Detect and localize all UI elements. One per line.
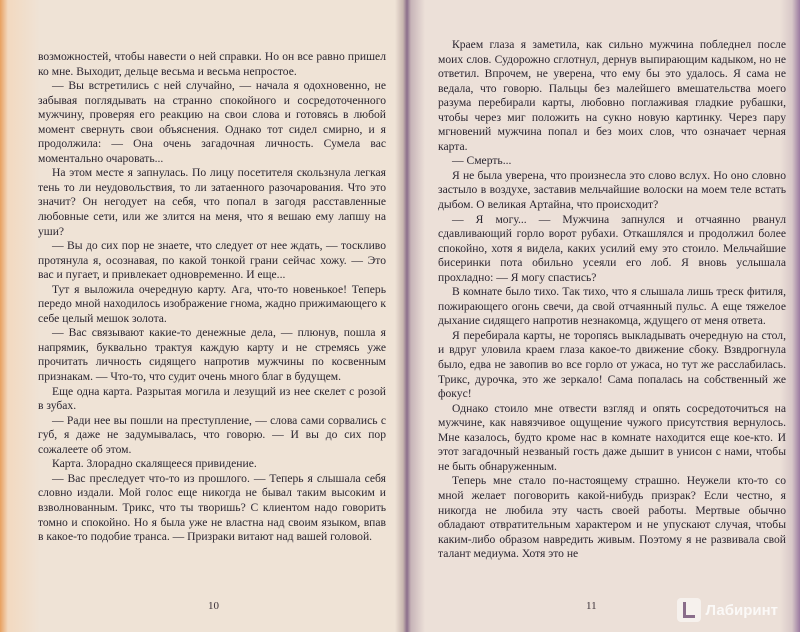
- paragraph: возможностей, чтобы навести о ней справки. Но он все равно пришел ко мне. Выходит, дельце весьма и весьма непростое.: [38, 50, 386, 78]
- paragraph: Краем глаза я заметила, как сильно мужчина побледнел после моих слов. Судорожно сглотнул, дернув выпирающим кадыком, но не ответил. Впрочем, не уверена, что ему бы это удалось. Я сама не ведала, что говорю. Пальцы без малейшего вмешательства моего разума перебирали карты, любовно поглаживая гладкие рубашки, чтобы через миг положить на сукно новую картинку. Через пару мгновений мужчина попал и без моих слов, что означает черная карта.: [438, 38, 786, 153]
- right-page-text: [438, 38, 786, 562]
- paragraph: В комнате было тихо. Так тихо, что я слышала лишь треск фитиля, пожирающего огонь свечи, да свой отчаянный пульс. А еще тяжелое дыхание сидящего напротив незнакомца, ждущего от меня ответа.: [438, 285, 786, 328]
- page-number-left: 10: [208, 600, 219, 612]
- paragraph: На этом месте я запнулась. По лицу посетителя скользнула легкая тень то ли неудовольствия, то ли затаенного разочарования. Что это значит? Он негодует на себя, что попал в загодя расставленные любовные сети, или же злится на меня, что я вешаю ему лапшу на уши?: [38, 166, 386, 238]
- paragraph: — Ради нее вы пошли на преступление, — слова сами сорвались с губ, я даже не задумывалась, что говорю. — И вы до сих пор сожалеете об этом.: [38, 413, 386, 456]
- paragraph: — Вас связывают какие-то денежные дела, — плюнув, пошла я напрямик, буквально трактуя каждую карту и не стремясь уже прочитать личность сидящего напротив мужчины по косвенным признакам. — Что-то, что судит очень много благ в будущем.: [38, 326, 386, 384]
- page-number-right: 11: [586, 600, 597, 612]
- paragraph: Тут я выложила очередную карту. Ага, что-то новенькое! Теперь передо мной находилось изображение гнома, жадно прижимающего к себе целый мешок золота.: [38, 282, 386, 325]
- paragraph: — Вы до сих пор не знаете, что следует от нее ждать, — тоскливо протянула я, осознавая, по какой тонкой грани сейчас хожу. — Это вас и пугает, и привлекает одновременно. И еще...: [38, 239, 386, 282]
- right-page: [408, 0, 800, 632]
- paragraph: — Вы встретились с ней случайно, — начала я одохновенно, не забывая поглядывать на странно спокойного и сосредоточенного мужчину, проверяя его реакцию на свои слова и готовясь в любой момент свернуть свои объяснения. Однако тот сидел смирно, и я продолжила: — Она очень загадочная личность. Сумела вас моментально очаровать...: [38, 79, 386, 165]
- watermark-text: Лабиринт: [705, 601, 778, 619]
- paragraph: Я не была уверена, что произнесла это слово вслух. Но оно словно застыло в воздухе, заставив мельчайшие волоски на моем теле встать дыбом. О великая Артайна, что происходит?: [438, 168, 786, 212]
- paragraph: Я перебирала карты, не торопясь выкладывать очередную на стол, и вдруг уловила краем глаза какое-то движение сбоку. Взвдрогнула было, едва не завопив во все горло от ужаса, но тут же расслабилась. Трикс, дурочка, это же зеркало! Сама попалась на собственный же фокус!: [438, 328, 786, 401]
- paragraph: Однако стоило мне отвести взгляд и опять сосредоточиться на мужчине, как навязчивое ощущение чужого присутствия вернулось. Мне казалось, будто кроме нас в комнате находится еще кое-кто. И этот загадочный незваный гость даже дышит в унисон с нами, чтобы не быть обнаруженным.: [438, 401, 786, 473]
- paragraph: — Смерть...: [452, 154, 512, 168]
- paragraph: Еще одна карта. Разрытая могила и лезущий из нее скелет с розой в зубах.: [38, 384, 386, 413]
- paragraph: — Вас преследует что-то из прошлого. — Теперь я слышала себя словно издали. Мой голос еще никогда не бывал таким высоким и взволнованным. Трикс, что ты творишь? С клиентом надо говорить томно и спокойно. Но я была уже не властна над своим языком, впав в какое-то подобие транса. — Призраки витают над вашей головой.: [38, 471, 386, 544]
- paragraph: Теперь мне стало по-настоящему страшно. Неужели кто-то со мной желает поговорить какой-нибудь призрак? Если честно, я никогда не любила эту часть своей работы. Мертвые обычно обладают отвратительным характером и не упускают случая, чтобы каким-либо образом навредить живым. Поэтому я не развивала свой талант медиума. Хотя это не: [438, 474, 786, 561]
- paragraph: Карта. Злорадно скалящееся привидение.: [52, 457, 257, 471]
- labirint-logo-icon: [677, 598, 701, 622]
- paragraph: — Я могу... — Мужчина запнулся и отчаянно рванул сдавливающий горло ворот рубахи. Откашлялся и продолжил более спокойно, хотя я видела, каких усилий ему это стоило. Мельчайшие бисеринки пота обильно усеяли его лоб. Я вновь услышала прохладно: — Я могу спастись?: [438, 212, 786, 284]
- watermark: [677, 598, 778, 622]
- left-page-text: [38, 50, 386, 545]
